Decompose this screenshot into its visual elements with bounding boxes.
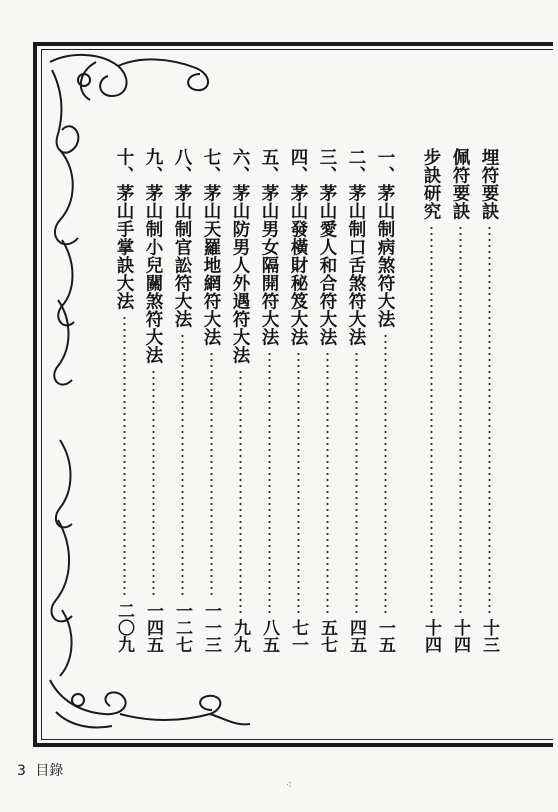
- dot-leader: [268, 351, 271, 614]
- dot-leader: [430, 225, 433, 614]
- toc-entry: [171, 148, 193, 653]
- toc-entry-page: 十三: [479, 619, 499, 653]
- toc-entry-page: 八五: [259, 619, 279, 653]
- toc-entry-page: 四五: [346, 619, 366, 653]
- toc-entry-title: 五、茅山男女隔開符大法: [259, 148, 279, 346]
- dot-leader: [297, 351, 300, 614]
- print-speck: ⁖: [286, 780, 292, 791]
- toc-entry-title: 九、茅山制小兒關煞符大法: [143, 148, 163, 364]
- toc-entry-page: 二〇九: [114, 602, 134, 653]
- toc-entry: [200, 148, 222, 653]
- table-of-contents: [0, 148, 558, 668]
- toc-entry: [142, 148, 164, 653]
- toc-entry: [420, 148, 442, 653]
- toc-entry-title: 步訣研究: [421, 148, 441, 220]
- toc-entry: [449, 148, 471, 653]
- toc-entry-title: 佩符要訣: [450, 148, 470, 220]
- toc-entry-title: 二、茅山制口舌煞符大法: [346, 148, 366, 346]
- toc-entry-title: 十、茅山手掌訣大法: [114, 148, 134, 310]
- dot-leader: [384, 333, 387, 614]
- toc-entry-title: 三、茅山愛人和合符大法: [317, 148, 337, 346]
- dot-leader: [326, 351, 329, 614]
- toc-entry-title: 七、茅山天羅地網符大法: [201, 148, 221, 346]
- toc-entry-page: 一二七: [172, 602, 192, 653]
- dot-leader: [239, 369, 242, 614]
- page-number: 3: [17, 763, 26, 779]
- dot-leader: [459, 225, 462, 614]
- page-footer: [17, 760, 63, 780]
- toc-entry-page: 十四: [450, 619, 470, 653]
- toc-entry: [478, 148, 500, 653]
- dot-leader: [488, 225, 491, 614]
- toc-entry: [316, 148, 338, 653]
- toc-entry-title: 八、茅山制官訟符大法: [172, 148, 192, 328]
- section-title: 目錄: [35, 763, 64, 779]
- toc-entry: [113, 148, 135, 653]
- toc-entry-page: 十四: [421, 619, 441, 653]
- toc-entry-page: 七一: [288, 619, 308, 653]
- toc-entry: [258, 148, 280, 653]
- toc-entry: [229, 148, 251, 653]
- toc-entry-title: 一、茅山制病煞符大法: [375, 148, 395, 328]
- toc-entry: [374, 148, 396, 653]
- toc-entry-title: 埋符要訣: [479, 148, 499, 220]
- toc-entry: [287, 148, 309, 653]
- toc-entry-page: 一四五: [143, 602, 163, 653]
- toc-entry: [345, 148, 367, 653]
- toc-entry-title: 六、茅山防男人外遇符大法: [230, 148, 250, 364]
- dot-leader: [210, 351, 213, 597]
- toc-entry-page: 一五: [375, 619, 395, 653]
- toc-entry-page: 九九: [230, 619, 250, 653]
- dot-leader: [123, 315, 126, 597]
- dot-leader: [181, 333, 184, 597]
- toc-entry-page: 一一三: [201, 602, 221, 653]
- dot-leader: [355, 351, 358, 614]
- toc-entry-page: 五七: [317, 619, 337, 653]
- toc-entry-title: 四、茅山發橫財秘笈大法: [288, 148, 308, 346]
- dot-leader: [152, 369, 155, 597]
